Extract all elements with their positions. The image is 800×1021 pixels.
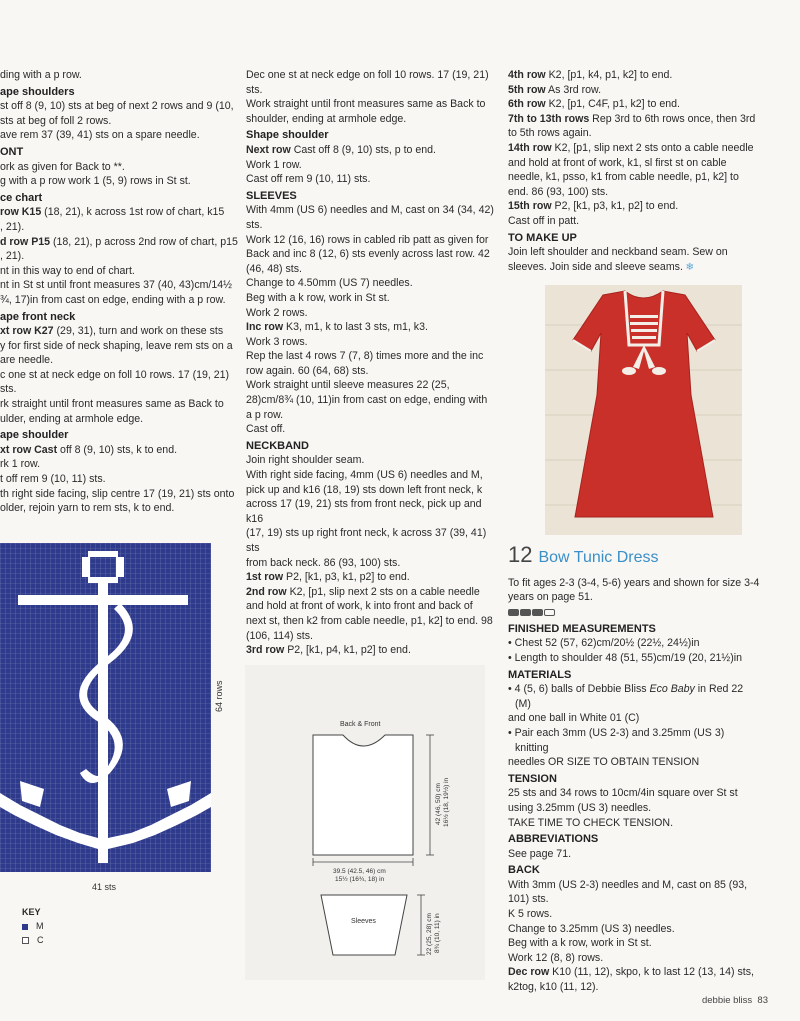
text-line: and hold at front of work, k into front and back of	[246, 600, 473, 613]
text-line: TAKE TIME TO CHECK TENSION.	[508, 816, 674, 829]
text-line: Dec row K10 (11, 12), skpo, k to last 12 (13, 14) sts,	[508, 966, 754, 979]
text-line: With right side facing, 4mm (US 6) needles and M,	[246, 469, 483, 482]
page-number: 83	[757, 995, 768, 1006]
text-line: xt row K27 (29, 31), turn and work on these sts	[0, 325, 224, 338]
text-line: SLEEVES	[246, 189, 297, 202]
text-line: Work straight until front measures same as Back to	[246, 98, 486, 111]
chart-key	[22, 905, 44, 947]
text-line: • 4 (5, 6) balls of Debbie Bliss Eco Baby in Red 22 (M)	[508, 683, 744, 710]
text-line: ce chart	[0, 191, 43, 204]
text-line: needles OR SIZE TO OBTAIN TENSION	[508, 756, 700, 769]
schematic-diagram	[245, 665, 485, 980]
pattern-intro	[508, 576, 760, 605]
text-line: to 5th rows again.	[508, 127, 592, 140]
text-line: Rep the last 4 rows 7 (7, 8) times more and the inc	[246, 350, 484, 363]
key-item-c	[22, 933, 44, 947]
schem-sleeve-length: 22 (25, 28) cm	[426, 913, 433, 955]
text-line: nt in St st until front measures 37 (40, 43)cm/14½	[0, 279, 232, 292]
text-line: Work 1 row.	[246, 158, 302, 171]
pattern-title	[508, 542, 760, 567]
text-line: (46, 48) sts.	[246, 262, 302, 275]
text-line: (106, 114) sts.	[246, 629, 313, 642]
text-line: 7th to 13th rows Rep 3rd to 6th rows once, then 3rd	[508, 112, 756, 125]
text-line: , 21).	[0, 220, 25, 233]
text-line: using 3.25mm (US 3) needles.	[508, 801, 652, 814]
text-line: With 3mm (US 2-3) needles and M, cast on 85 (93,	[508, 878, 748, 891]
text-line: Back and inc 8 (12, 6) sts evenly across last row. 42	[246, 248, 490, 261]
text-line: 6th row K2, [p1, C4F, p1, k2] to end.	[508, 98, 680, 111]
text-line: Work 3 rows.	[246, 335, 308, 348]
text-line: TO MAKE UP	[508, 231, 577, 244]
text-line: sts.	[246, 83, 263, 96]
schem-body-height-in: 16½ (18, 19½) in	[443, 777, 450, 827]
text-line: st off 8 (9, 10) sts at beg of next 2 rows and 9 (10,	[0, 100, 234, 113]
text-line: needle, k1, psso, k1 from cable needle, p1, k2] to	[508, 171, 739, 184]
text-line: 2nd row K2, [p1, slip next 2 sts on a cable needle	[246, 585, 480, 598]
text-line: next st, then k2 from cable needle, p1, k2] to end. 98	[246, 614, 493, 627]
swatch-m	[22, 924, 28, 930]
text-line: , 21).	[0, 250, 25, 263]
text-line: See page 71.	[508, 847, 572, 860]
text-line: t off rem 9 (10, 11) sts.	[0, 473, 106, 486]
text-line: Work 12 (16, 16) rows in cabled rib patt as given for	[246, 233, 489, 246]
pattern-number: 12	[508, 542, 533, 567]
text-line: With 4mm (US 6) needles and M, cast on 34 (34, 42) sts.	[246, 204, 494, 231]
text-line: are needle.	[0, 354, 54, 367]
section-heading: BACK	[508, 864, 540, 877]
text-line: shoulder, ending at armhole edge.	[246, 112, 407, 125]
text-line: • Chest 52 (57, 62)cm/20½ (22½, 24½)in	[508, 637, 700, 650]
text-line: • Length to shoulder 48 (51, 55)cm/19 (20, 21½)in	[508, 651, 742, 664]
weight-bar	[520, 609, 531, 616]
text-line: d row P15 (18, 21), p across 2nd row of chart, p15	[0, 235, 238, 248]
text-line: 1st row P2, [k1, p3, k1, p2] to end.	[246, 571, 410, 584]
text-line: 14th row K2, [p1, slip next 2 sts onto a cable needle	[508, 141, 754, 154]
key-m-label: M	[36, 921, 44, 931]
schem-sleeve-label: Sleeves	[351, 918, 376, 925]
schem-sleeve-length-in: 8¾ (10, 11) in	[434, 913, 441, 953]
text-line: ork as given for Back to **.	[0, 160, 125, 173]
text-line: xt row Cast off 8 (9, 10) sts, k to end.	[0, 443, 178, 456]
key-c-label: C	[37, 935, 44, 945]
text-line: Work 12 (8, 8) rows.	[508, 951, 604, 964]
text-line: 5th row As 3rd row.	[508, 83, 602, 96]
footer-brand: debbie bliss	[701, 995, 753, 1006]
section-heading: FINISHED MEASUREMENTS	[508, 622, 656, 635]
text-line: (17, 19) sts up right front neck, k across 37 (39, 41) sts	[246, 527, 487, 554]
schem-body-width: 39.5 (42.5, 46) cm	[333, 868, 386, 875]
text-line: ulder, ending at armhole edge.	[0, 412, 144, 425]
schem-body-label: Back & Front	[340, 721, 381, 728]
text-line: from back neck. 86 (93, 100) sts.	[246, 556, 401, 569]
text-line: Cast off rem 9 (10, 11) sts.	[246, 173, 371, 186]
text-line: ave rem 37 (39, 41) sts on a spare needle.	[0, 129, 200, 142]
text-line: Join left shoulder and neckband seam. Sew on	[508, 246, 728, 259]
text-line: 15th row P2, [k1, p3, k1, p2] to end.	[508, 200, 679, 213]
text-line: row again. 60 (64, 68) sts.	[246, 364, 369, 377]
text-line: 25 sts and 34 rows to 10cm/4in square over St st	[508, 787, 738, 800]
weight-bar	[508, 609, 519, 616]
column-left	[0, 68, 240, 516]
text-line: older, rejoin yarn to rem sts, k to end.	[0, 502, 175, 515]
swatch-c	[22, 937, 29, 944]
text-line: Change to 3.25mm (US 3) needles.	[508, 922, 675, 935]
text-line: 3rd row P2, [k1, p4, k1, p2] to end.	[246, 644, 411, 657]
text-line: Cast off.	[246, 423, 286, 436]
weight-bar	[532, 609, 543, 616]
text-line: Dec one st at neck edge on foll 10 rows. 17 (19, 21)	[246, 69, 489, 81]
text-line: K 5 rows.	[508, 908, 553, 921]
text-line: 4th row K2, [p1, k4, p1, k2] to end.	[508, 69, 673, 81]
text-line: • Pair each 3mm (US 2-3) and 3.25mm (US 3) knitting	[508, 726, 725, 754]
column-right-bottom	[508, 540, 760, 995]
text-line: ape front neck	[0, 310, 76, 323]
chart-rows-label: 64 rows	[214, 680, 224, 712]
text-line: ding with a p row.	[0, 69, 82, 81]
text-line: ape shoulder	[0, 429, 69, 442]
intro-line: To fit ages 2-3 (3-4, 5-6) years and shown for size 3-4	[508, 576, 760, 589]
text-line: ¾, 17)in from cast on edge, ending with a p row.	[0, 293, 226, 306]
text-line: end. 86 (93, 100) sts.	[508, 185, 609, 198]
text-line: a p row.	[246, 408, 284, 421]
schem-body-height: 42 (46, 50) cm	[435, 783, 442, 825]
text-line: and one ball in White 01 (C)	[508, 712, 640, 725]
text-line: th right side facing, slip centre 17 (19, 21) sts onto	[0, 487, 235, 500]
text-line: Change to 4.50mm (US 7) needles.	[246, 277, 413, 290]
text-line: across 17 (19, 21) sts from front neck, pick up and k16	[246, 498, 482, 525]
chart-sts-label: 41 sts	[92, 882, 117, 892]
text-line: and hold at front of work, k1, sl first st on cable	[508, 156, 727, 169]
text-line: Shape shoulder	[246, 129, 329, 142]
text-line: pick up and k16 (18, 19) sts down left front neck, k	[246, 483, 483, 496]
text-line: ONT	[0, 145, 24, 158]
text-line: sleeves. Join side and sleeve seams. ❄	[508, 260, 695, 273]
pattern-details	[508, 622, 760, 995]
section-heading: ABBREVIATIONS	[508, 833, 599, 846]
intro-line: years on page 51.	[508, 591, 593, 604]
pattern-name: Bow Tunic Dress	[538, 549, 659, 566]
text-line: Next row Cast off 8 (9, 10) sts, p to end.	[246, 143, 437, 156]
snowflake-icon: ❄	[682, 261, 695, 273]
anchor-chart	[0, 543, 211, 872]
yarn-weight-indicator	[508, 609, 760, 616]
schem-body-width-in: 15½ (16¾, 18) in	[335, 876, 385, 883]
key-item-m	[22, 919, 44, 933]
text-line: ape shoulders	[0, 85, 75, 98]
key-title: KEY	[22, 907, 41, 917]
section-heading: MATERIALS	[508, 668, 572, 681]
text-line: Cast off in patt.	[508, 214, 580, 227]
page-footer	[702, 995, 768, 1006]
column-right-top	[508, 68, 758, 275]
text-line: Join right shoulder seam.	[246, 454, 365, 467]
text-line: rk 1 row.	[0, 458, 41, 471]
column-middle	[246, 68, 494, 658]
text-line: sts at beg of foll 2 rows.	[0, 114, 112, 127]
text-line: 101) sts.	[508, 893, 549, 906]
dress-photo	[545, 285, 742, 535]
text-line: g with a p row work 1 (5, 9) rows in St st.	[0, 175, 191, 188]
text-line: Beg with a k row, work in St st.	[508, 937, 652, 950]
text-line: 28)cm/8¾ (10, 11)in from cast on edge, ending with	[246, 394, 488, 407]
text-line: row K15 (18, 21), k across 1st row of chart, k15	[0, 206, 225, 219]
text-line: nt in this way to end of chart.	[0, 264, 135, 277]
text-line: Beg with a k row, work in St st.	[246, 291, 390, 304]
section-heading: TENSION	[508, 772, 557, 785]
text-line: Work straight until sleeve measures 22 (25,	[246, 379, 450, 392]
text-line: k2tog, k10 (11, 12).	[508, 981, 599, 994]
text-line: rk straight until front measures same as Back to	[0, 398, 224, 411]
weight-bar	[544, 609, 555, 616]
text-line: c one st at neck edge on foll 10 rows. 17 (19, 21) sts.	[0, 368, 230, 396]
text-line: NECKBAND	[246, 439, 309, 452]
text-line: y for first side of neck shaping, leave rem sts on a	[0, 339, 233, 352]
text-line: Inc row K3, m1, k to last 3 sts, m1, k3.	[246, 321, 428, 334]
text-line: Work 2 rows.	[246, 306, 308, 319]
